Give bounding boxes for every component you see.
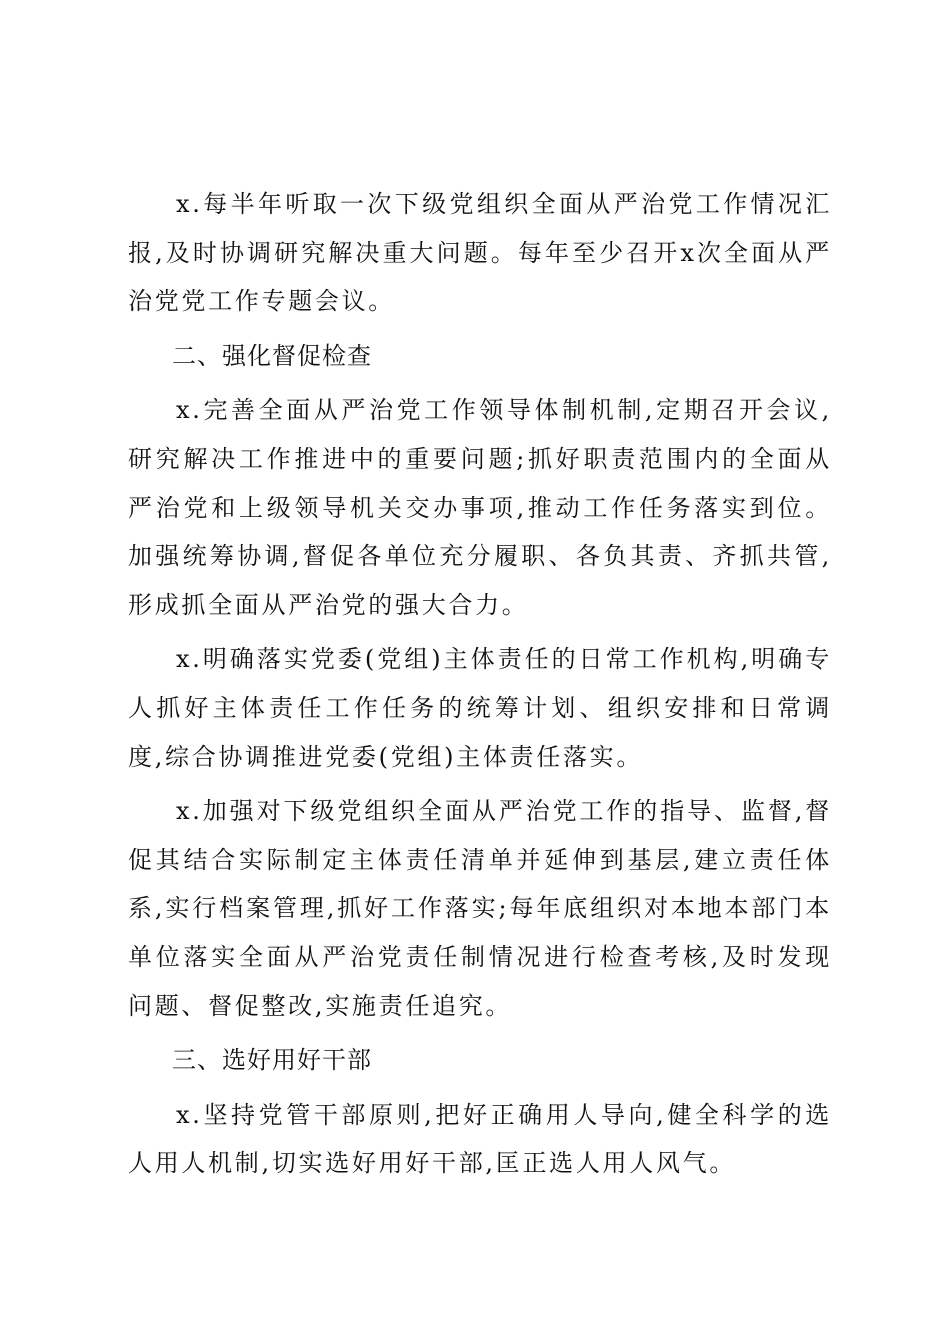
paragraph-2-3: x.加强对下级党组织全面从严治党工作的指导、监督,督促其结合实际制定主体责任清单并延伸到基层,建立责任体系,实行档案管理,抓好工作落实;每年底组织对本地本部门本单位落实全面从严治党责任制情况进行检查考核,及时发现问题、督促整改,实施责任追究。 bbox=[128, 797, 832, 1020]
paragraph-2-1: x.完善全面从严治党工作领导体制机制,定期召开会议,研究解决工作推进中的重要问题;抓好职责范围内的全面从严治党和上级领导机关交办事项,推动工作任务落实到位。加强统筹协调,督促各单位充分履职、各负其责、齐抓共管,形成抓全面从严治党的强大合力。 bbox=[128, 396, 832, 619]
paragraph-3-1: x.坚持党管干部原则,把好正确用人导向,健全科学的选人用人机制,切实选好用好干部,匡正选人用人风气。 bbox=[128, 1100, 832, 1178]
document-page bbox=[128, 180, 832, 1194]
paragraph-1: x.每半年听取一次下级党组织全面从严治党工作情况汇报,及时协调研究解决重大问题。每年至少召开x次全面从严治党党工作专题会议。 bbox=[128, 190, 832, 316]
section-heading-3: 三、选好用好干部 bbox=[172, 1046, 372, 1075]
paragraph-2-2: x.明确落实党委(党组)主体责任的日常工作机构,明确专人抓好主体责任工作任务的统筹计划、组织安排和日常调度,综合协调推进党委(党组)主体责任落实。 bbox=[128, 645, 832, 771]
section-heading-2: 二、强化督促检查 bbox=[172, 341, 372, 370]
